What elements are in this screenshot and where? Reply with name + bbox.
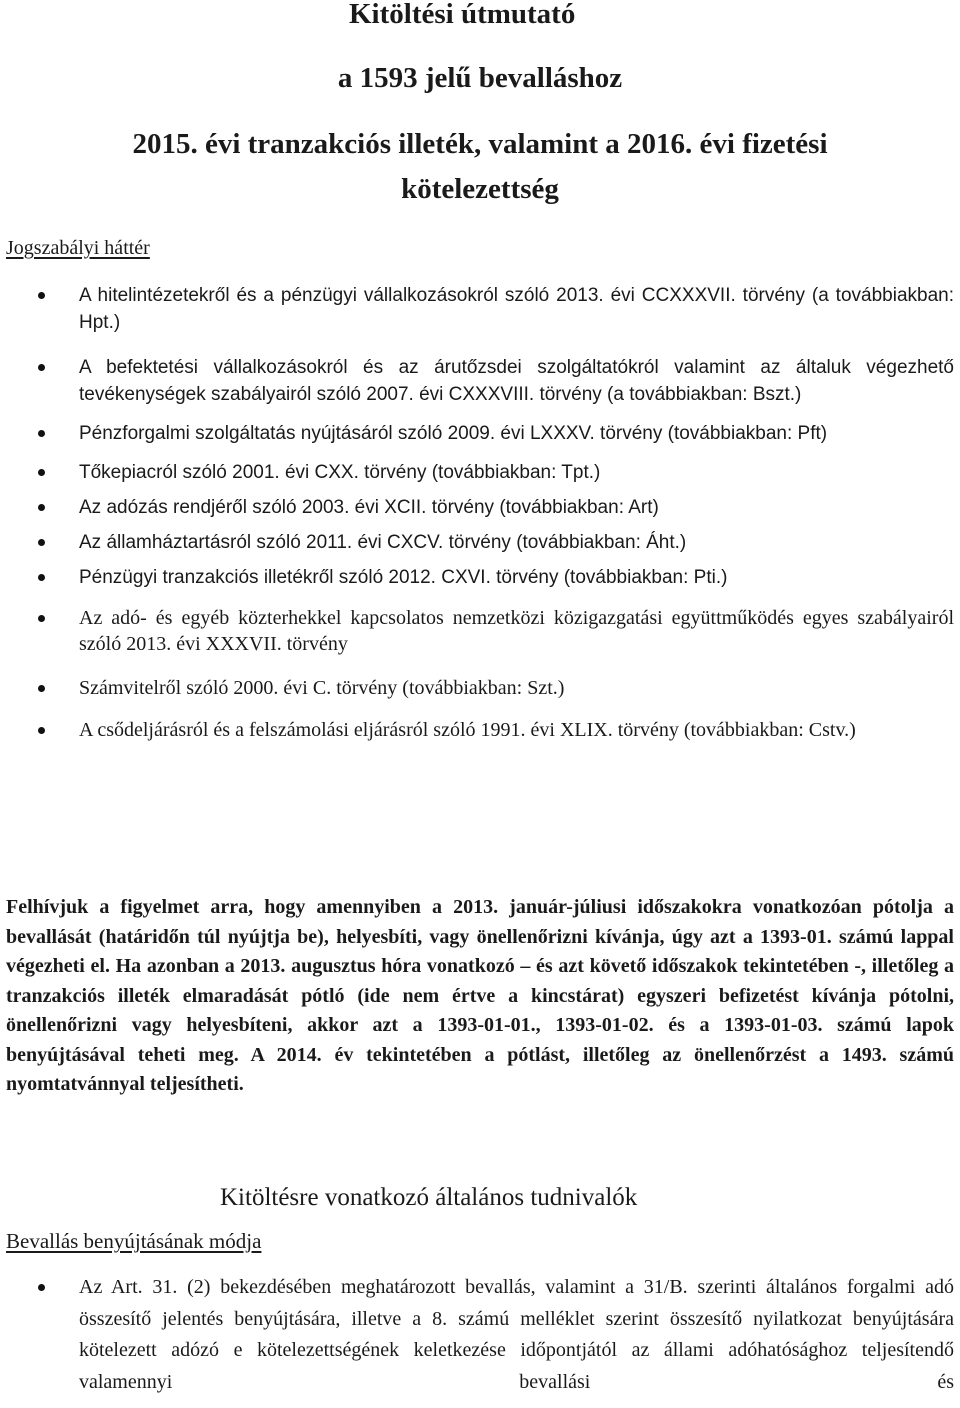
bullet-icon [38, 685, 45, 692]
bullet-icon [38, 430, 45, 437]
bullet-icon [38, 364, 45, 371]
list-item [0, 494, 960, 521]
general-info-heading: Kitöltésre vonatkozó általános tudnivalók [220, 1184, 638, 1211]
list-item [0, 420, 960, 447]
legal-background-list [0, 282, 960, 743]
bullet-icon [38, 469, 45, 476]
bullet-icon [38, 292, 45, 299]
list-item [0, 282, 960, 336]
list-item-text: Tőkepiacról szóló 2001. évi CXX. törvény (továbbiakban: Tpt.) [79, 462, 601, 483]
legal-background-heading: Jogszabályi háttér [6, 237, 150, 259]
list-item-text: Pénzügyi tranzakciós illetékről szóló 2012. CXVI. törvény (továbbiakban: Pti.) [79, 567, 728, 588]
bullet-icon [38, 727, 45, 734]
list-item [0, 605, 960, 657]
document-title: Kitöltési útmutató [349, 0, 576, 30]
form-number-title: a 1593 jelű bevalláshoz [337, 62, 623, 94]
subject-title-line1: 2015. évi tranzakciós illeték, valamint a 2016. évi fizetési [132, 128, 828, 160]
list-item [0, 717, 960, 743]
list-item [0, 459, 960, 486]
list-item [0, 675, 960, 701]
list-item-text: Számvitelről szóló 2000. évi C. törvény (továbbiakban: Szt.) [79, 677, 565, 699]
bullet-icon [38, 1284, 45, 1291]
list-item [0, 354, 960, 408]
list-item-text: A hitelintézetekről és a pénzügyi vállalkozásokról szóló 2013. évi CCXXXVII. törvény (a továbbiakban: Hpt.) [79, 285, 954, 333]
subject-title-line2: kötelezettség [401, 173, 559, 205]
list-item-text: Az adó- és egyéb közterhekkel kapcsolatos nemzetközi közigazgatási együttműködés egyes szabályairól szóló 2013. évi XXXVII. törvény [79, 607, 954, 655]
list-item [0, 564, 960, 591]
list-item-text: Az államháztartásról szóló 2011. évi CXCV. törvény (továbbiakban: Áht.) [79, 532, 687, 553]
bullet-icon [38, 615, 45, 622]
list-item-text: Az adózás rendjéről szóló 2003. évi XCII. törvény (továbbiakban: Art) [79, 497, 659, 518]
list-item-text: A csődeljárásról és a felszámolási eljárásról szóló 1991. évi XLIX. törvény (továbbiakban: Cstv.) [79, 719, 856, 741]
submission-method-heading: Bevallás benyújtásának módja [6, 1229, 262, 1253]
bullet-icon [38, 504, 45, 511]
list-item [0, 529, 960, 556]
list-item [0, 1272, 960, 1398]
submission-list [0, 1272, 960, 1398]
list-item-text: A befektetési vállalkozásokról és az árutőzsdei szolgáltatókról valamint az általuk végezhető tevékenységek szabályairól szóló 2007. évi CXXXVIII. törvény (a továbbiakban: Bszt.) [79, 357, 954, 405]
bullet-icon [38, 574, 45, 581]
list-item-text: Pénzforgalmi szolgáltatás nyújtásáról szóló 2009. évi LXXXV. törvény (továbbiakban: Pft) [79, 423, 828, 444]
bullet-icon [38, 539, 45, 546]
list-item-text: Az Art. 31. (2) bekezdésében meghatározott bevallás, valamint a 31/B. szerinti általános forgalmi adó összesítő jelentés benyújtására, illetve a 8. számú melléklet szerint összesítő nyilatkozat benyújtására kötelezett adózó e kötelezettségének keletkezése időpontjától az állami adóhatósághoz teljesítendő valamennyi bevallási és [79, 1276, 954, 1393]
notice-paragraph: Felhívjuk a figyelmet arra, hogy amennyiben a 2013. január-júliusi időszakokra vonatkozóan pótolja a bevallását (határidőn túl nyújtja be), helyesbíti, vagy önellenőrizni kívánja, úgy azt a 1393-01. számú lappal végezheti el. Ha azonban a 2013. augusztus hóra vonatkozó – és azt követő időszakok tekintetében -, illetőleg a tranzakciós illeték elmaradását pótló (ide nem értve a kincstárat) egyszeri befizetést kívánja pótolni, önellenőrizni vagy helyesbíteni, akkor azt a 1393-01-01., 1393-01-02. és a 1393-01-03. számú lapok benyújtásával teheti meg. A 2014. év tekintetében a pótlást, illetőleg az önellenőrzést a 1493. számú nyomtatvánnyal teljesítheti. [6, 896, 954, 1095]
